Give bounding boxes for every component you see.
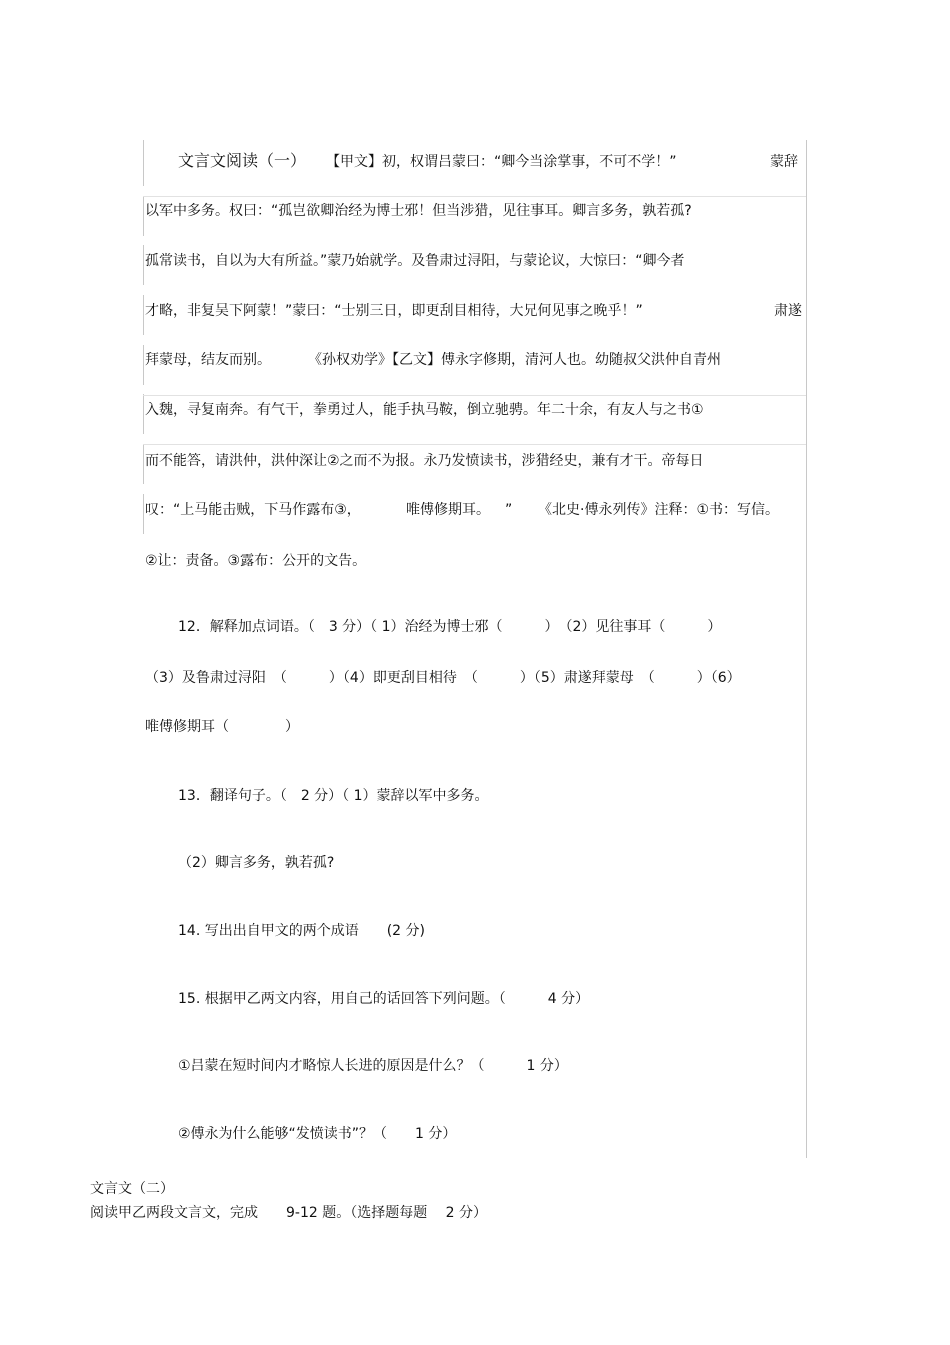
- passage-line-4-end: 肃遂: [774, 303, 802, 319]
- question-15-2: ②傅永为什么能够“发愤读书”？（ 1 分）: [178, 1126, 457, 1142]
- passage-line-8b: 唯傅修期耳。: [406, 502, 490, 518]
- passage-line-3: 孤常读书，自以为大有所益。”蒙乃始就学。及鲁肃过浔阳，与蒙论议，大惊曰：“卿今者: [145, 253, 685, 269]
- passage-line-8c: ”: [505, 502, 513, 518]
- passage-line-1-end: 蒙辞: [770, 154, 798, 170]
- passage-line-2: 以军中多务。权曰：“孤岂欲卿治经为博士邪！但当涉猎，见往事耳。卿言多务，孰若孤?: [145, 203, 692, 219]
- question-12-line-3: 唯傅修期耳（ ）: [145, 719, 299, 735]
- border-right: [806, 140, 807, 1158]
- border-left-seg-7: [143, 444, 144, 484]
- passage-line-1: 【甲文】初，权谓吕蒙曰：“卿今当涂掌事，不可不学！”: [326, 154, 677, 170]
- passage-line-9: ②让：责备。③露布：公开的文告。: [145, 553, 367, 569]
- question-15: 15. 根据甲乙两文内容，用自己的话回答下列问题。（ 4 分）: [178, 991, 590, 1007]
- passage-line-6: 入魏，寻复南奔。有气干，拳勇过人，能手执马鞍，倒立驰骋。年二十余，有友人与之书①: [145, 402, 704, 418]
- border-left-seg-3: [143, 245, 144, 285]
- passage-line-5b: 《孙权劝学》【乙文】傅永字修期，清河人也。幼随叔父洪仲自青州: [308, 352, 721, 368]
- passage-line-5a: 拜蒙母，结友而别。: [145, 352, 271, 368]
- question-12-line-2: （3）及鲁肃过浔阳 （ ）（4）即更刮目相待 （ ）（5）肃遂拜蒙母 （ ）（6）: [145, 670, 741, 686]
- question-13-2: （2）卿言多务，孰若孤?: [178, 855, 335, 871]
- question-15-1: ①吕蒙在短时间内才略惊人长进的原因是什么？（ 1 分）: [178, 1058, 568, 1074]
- border-left-seg-1: [143, 140, 144, 186]
- section-2-instruction: 阅读甲乙两段文言文，完成 9-12 题。（选择题每题 2 分）: [90, 1205, 488, 1221]
- passage-line-4: 才略，非复吴下阿蒙！”蒙曰：“士别三日，即更刮目相待，大兄何见事之晚乎！”: [145, 303, 643, 319]
- passage-line-8d: 《北史·傅永列传》注释：①书：写信。: [538, 502, 779, 518]
- row-rule-3: [143, 444, 806, 445]
- border-left-seg-4: [143, 295, 144, 335]
- question-14: 14. 写出出自甲文的两个成语 (2 分): [178, 923, 425, 939]
- passage-title: 文言文阅读（一）: [178, 151, 307, 170]
- row-rule-1: [143, 196, 806, 197]
- question-12-line-1: 12．解释加点词语。（ 3 分）（ 1）治经为博士邪（ ） （2）见往事耳（ ）: [178, 619, 722, 635]
- border-left-seg-8: [143, 494, 144, 534]
- passage-line-8a: 叹：“上马能击贼，下马作露布③，: [145, 502, 361, 518]
- border-left-seg-6: [143, 394, 144, 434]
- row-rule-2: [143, 395, 806, 396]
- passage-line-7: 而不能答，请洪仲，洪仲深让②之而不为报。永乃发愤读书，涉猎经史，兼有才干。帝每日: [145, 453, 704, 469]
- question-13: 13．翻译句子。（ 2 分）（ 1）蒙辞以军中多务。: [178, 788, 489, 804]
- border-left-seg-2: [143, 196, 144, 236]
- border-left-seg-5: [143, 345, 144, 385]
- section-2-title: 文言文（二）: [90, 1181, 174, 1197]
